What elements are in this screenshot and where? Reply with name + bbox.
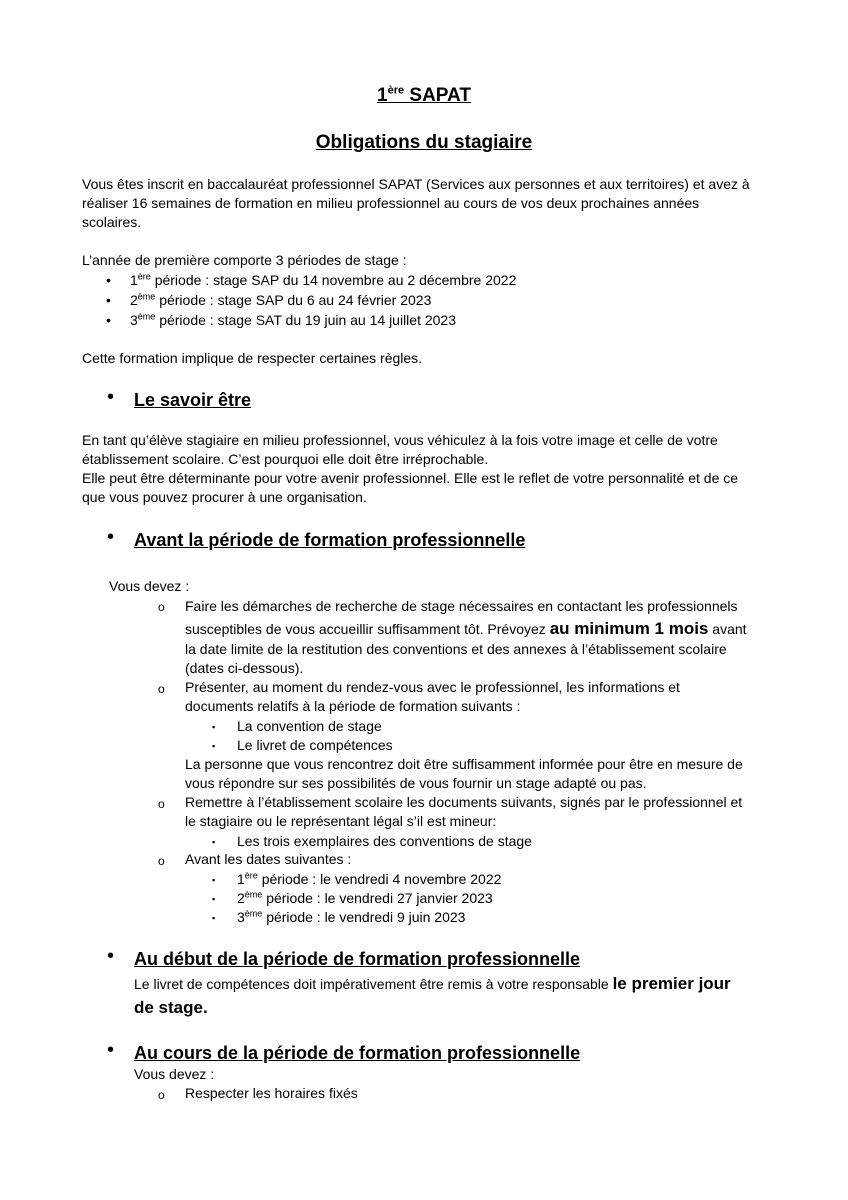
vous-devez-label: Vous devez : (134, 1066, 215, 1082)
bullet-circle-icon: o (158, 1088, 165, 1102)
bullet-circle-icon: o (158, 682, 165, 696)
period-item: 3ème période : stage SAT du 19 juin au 14 juillet 2023 (130, 311, 457, 328)
avant-item-line: Remettre à l’établissement scolaire les documents suivants, signés par le professionnel et (185, 794, 743, 810)
bullet-dot-icon: • (107, 1039, 115, 1061)
bullet-dot-icon: • (106, 292, 111, 308)
avant-item-line: (dates ci-dessous). (185, 660, 304, 676)
debut-line: de stage. (134, 998, 208, 1017)
avant-item-line: le stagiaire ou le représentant légal s’il est mineur: (185, 813, 497, 829)
date-item: 3ème période : le vendredi 9 juin 2023 (237, 908, 466, 925)
bullet-square-icon: ▪ (212, 722, 216, 732)
section-heading-savoir-etre: Le savoir être (134, 390, 252, 410)
avant-note-line: vous répondre sur ses possibilités de vous fournir un stage adapté ou pas. (185, 775, 647, 791)
period-item: 2ème période : stage SAP du 6 au 24 février 2023 (130, 291, 432, 308)
avant-subitem: La convention de stage (237, 718, 382, 734)
bullet-square-icon: ▪ (212, 837, 216, 847)
avant-note-line: La personne que vous rencontrez doit être suffisamment informée pour être en mesure de (185, 756, 743, 772)
bullet-square-icon: ▪ (212, 894, 216, 904)
savoir-line: Elle peut être déterminante pour votre avenir professionnel. Elle est le reflet de votre personnalité et de ce (82, 470, 739, 486)
avant-subitem: Les trois exemplaires des conventions de stage (237, 833, 532, 849)
date-item: 1ère période : le vendredi 4 novembre 2022 (237, 870, 502, 887)
intro-line: réaliser 16 semaines de formation en milieu professionnel au cours de vos deux prochaines années (82, 195, 700, 211)
section-heading-cours: Au cours de la période de formation professionnelle (134, 1043, 581, 1063)
bullet-circle-icon: o (158, 854, 165, 868)
bullet-dot-icon: • (107, 526, 115, 548)
savoir-line: que vous pouvez procurer à une organisation. (82, 489, 367, 505)
bullet-dot-icon: • (107, 386, 115, 408)
page-subtitle: Obligations du stagiaire (315, 132, 533, 153)
intro-line: scolaires. (82, 214, 142, 230)
bullet-square-icon: ▪ (212, 741, 216, 751)
periods-intro: L’année de première comporte 3 périodes de stage : (82, 252, 407, 268)
avant-item-line: Avant les dates suivantes : (185, 851, 352, 867)
savoir-line: établissement scolaire. C’est pourquoi elle doit être irréprochable. (82, 451, 489, 467)
avant-item-line: documents relatifs à la période de formation suivants : (185, 698, 521, 714)
avant-item-line: la date limite de la restitution des conventions et des annexes à l’établissement scolaire (185, 641, 727, 657)
avant-item-line: susceptibles de vous accueillir suffisamment tôt. Prévoyez au minimum 1 mois avant (185, 619, 747, 638)
savoir-line: En tant qu’élève stagiaire en milieu professionnel, vous véhiculez à la fois votre image et celle de votre (82, 432, 718, 448)
avant-subitem: Le livret de compétences (237, 737, 393, 753)
bullet-square-icon: ▪ (212, 875, 216, 885)
page-title: 1ère SAPAT (377, 84, 471, 106)
avant-item-line: Présenter, au moment du rendez-vous avec le professionnel, les informations et (185, 679, 680, 695)
section-heading-debut: Au début de la période de formation professionnelle (134, 949, 581, 969)
period-item: 1ère période : stage SAP du 14 novembre au 2 décembre 2022 (130, 271, 517, 288)
bullet-dot-icon: • (107, 945, 115, 967)
avant-item-line: Faire les démarches de recherche de stage nécessaires en contactant les professionnels (185, 598, 738, 614)
bullet-circle-icon: o (158, 600, 165, 614)
bullet-dot-icon: • (106, 272, 111, 288)
intro-line: Vous êtes inscrit en baccalauréat professionnel SAPAT (Services aux personnes et aux territoires) et avez à (82, 176, 750, 192)
bullet-dot-icon: • (106, 312, 111, 328)
bullet-circle-icon: o (158, 797, 165, 811)
date-item: 2ème période : le vendredi 27 janvier 2023 (237, 889, 493, 906)
cours-item-line: Respecter les horaires fixés (185, 1085, 358, 1101)
section-heading-avant: Avant la période de formation professionnelle (134, 530, 526, 550)
debut-line: Le livret de compétences doit impérativement être remis à votre responsable le premier jour (134, 974, 731, 993)
bullet-square-icon: ▪ (212, 913, 216, 923)
vous-devez-label: Vous devez : (109, 578, 190, 594)
rules-line: Cette formation implique de respecter certaines règles. (82, 350, 423, 366)
